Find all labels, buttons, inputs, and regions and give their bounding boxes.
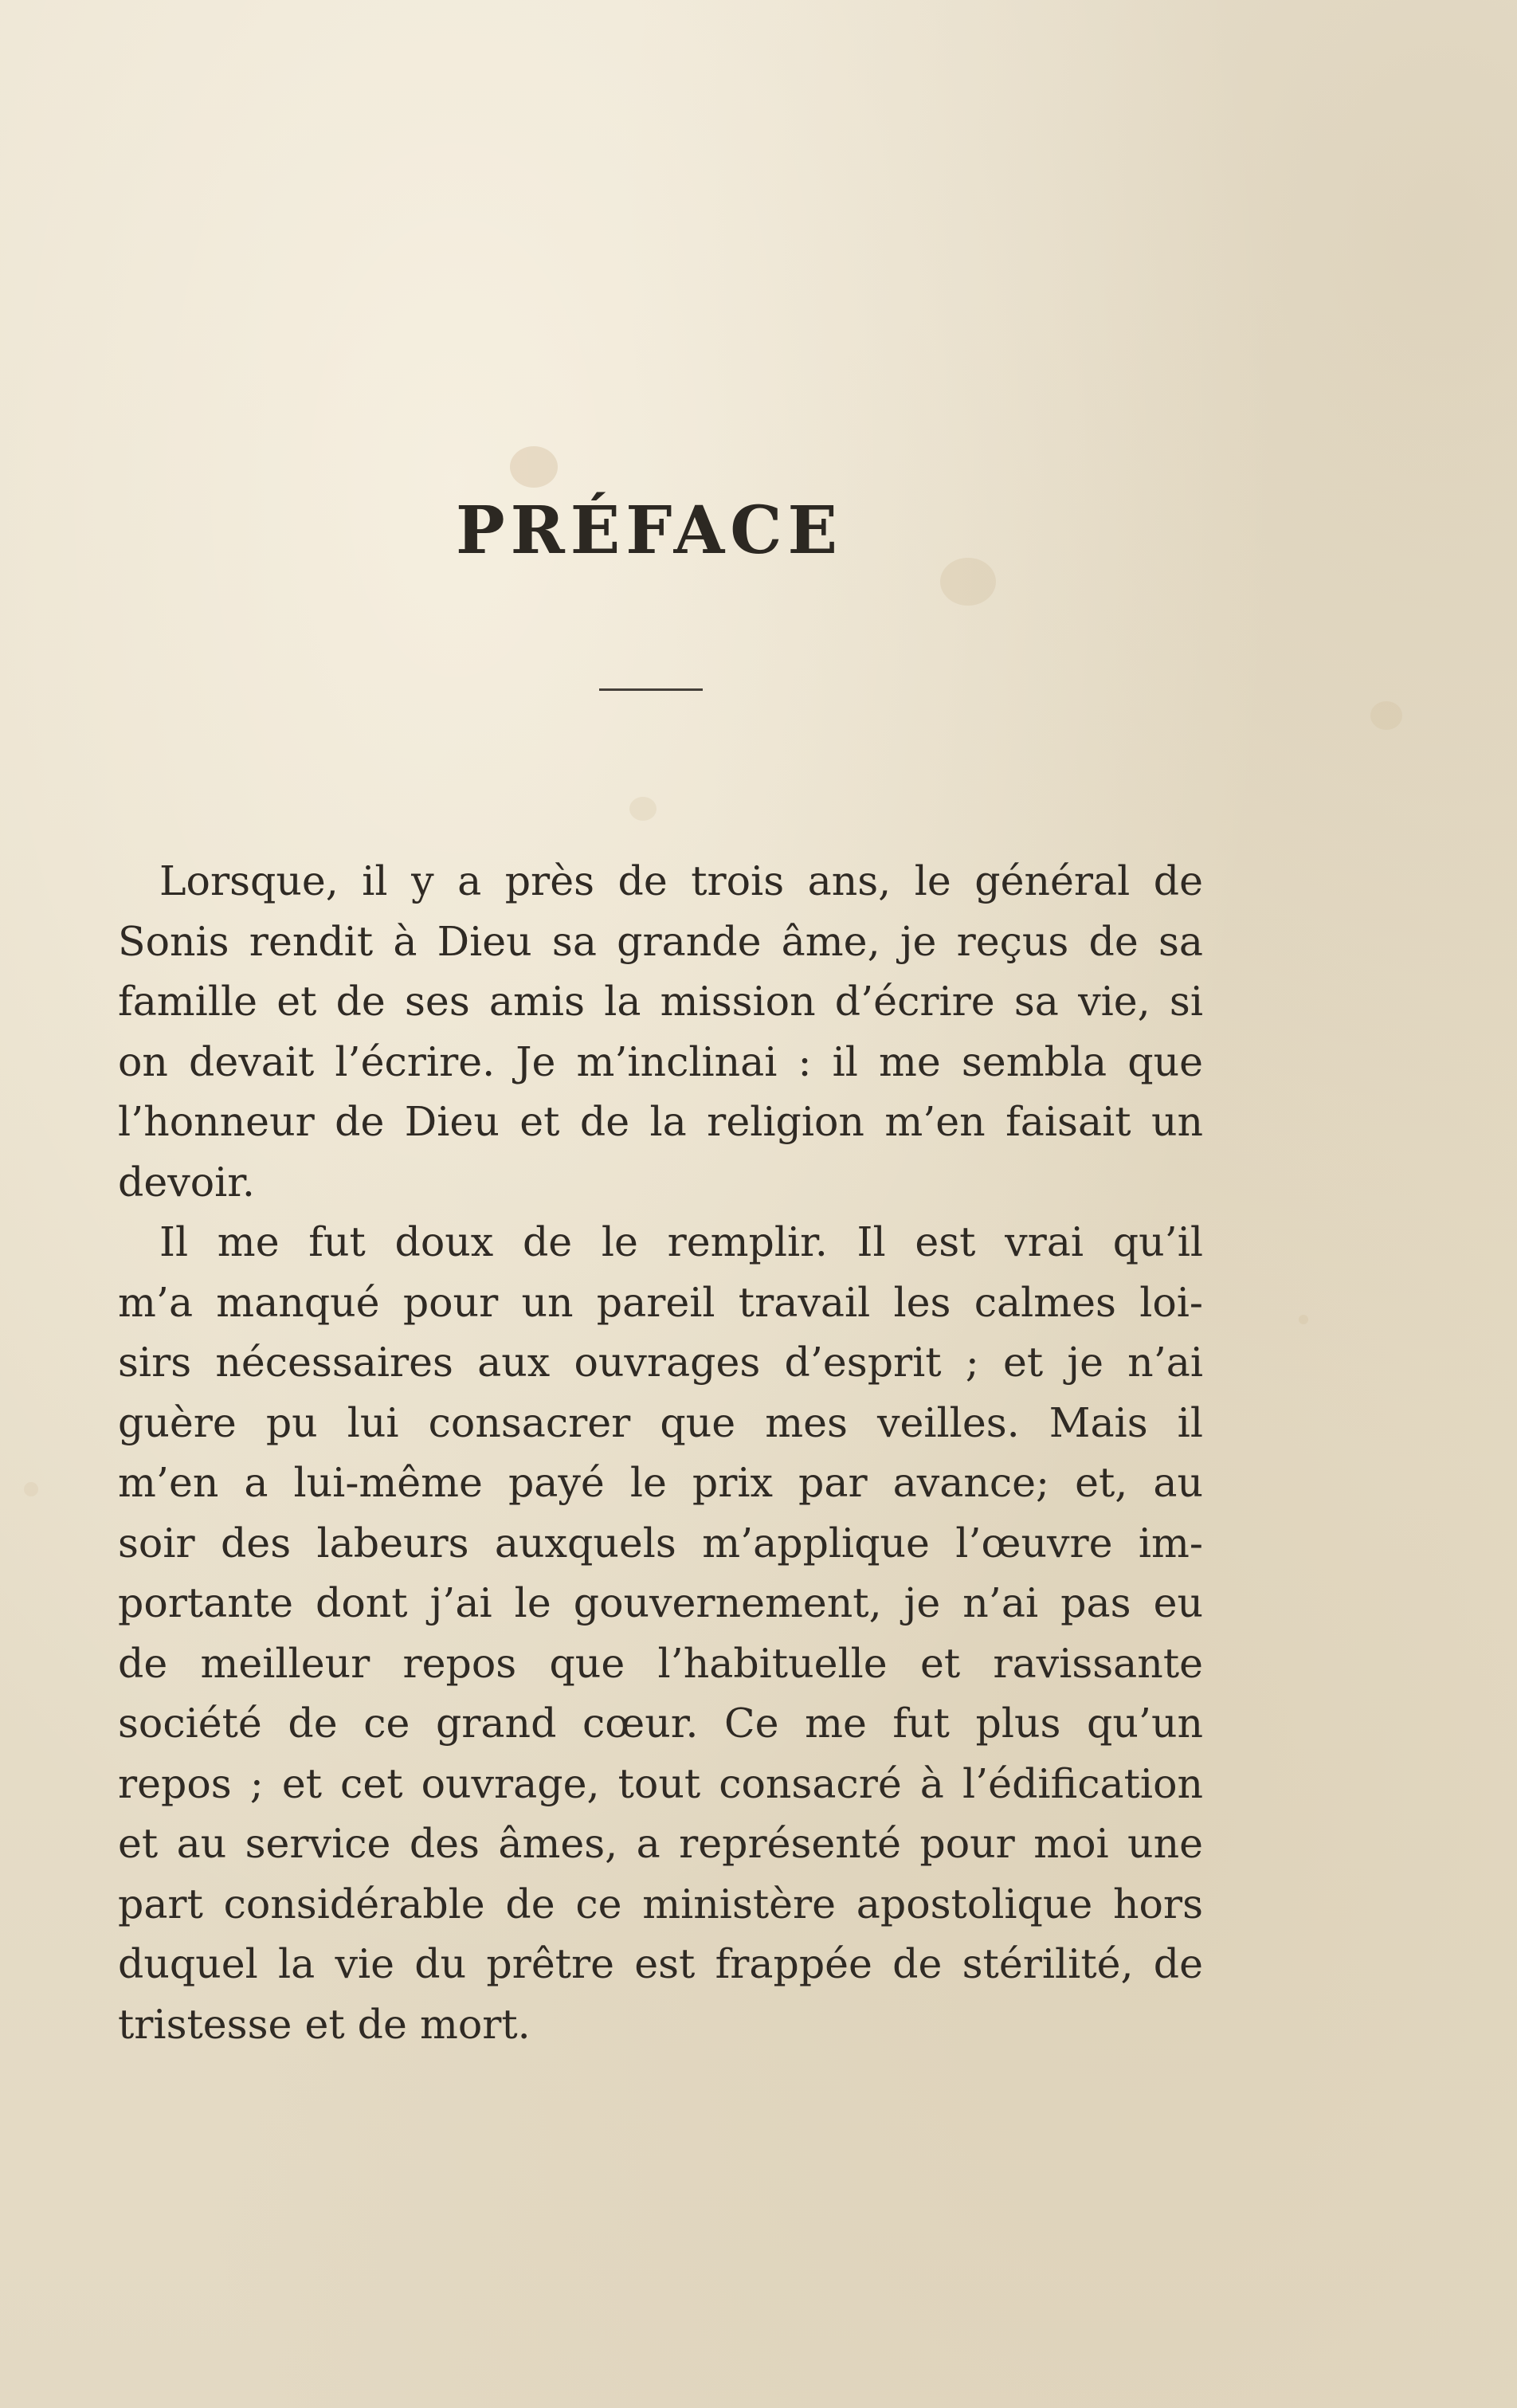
text-line: repos ; et cet ouvrage, tout consacré à l’édification — [118, 1759, 1203, 1807]
text-line: part considérable de ce ministère apostolique hors — [118, 1880, 1203, 1928]
text-line: tristesse et de mort. — [118, 2000, 531, 2048]
text-line: m’a manqué pour un pareil travail les calmes loi- — [118, 1278, 1203, 1326]
page-title: PRÉFACE — [455, 492, 844, 569]
paper-stain — [1370, 701, 1402, 730]
paper-stain — [24, 1482, 38, 1496]
paper-stain — [1299, 1315, 1308, 1324]
text-line: m’en a lui-même payé le prix par avance; et, au — [118, 1459, 1203, 1506]
text-line: portante dont j’ai le gouvernement, je n’ai pas eu — [118, 1579, 1203, 1626]
text-line: sirs nécessaires aux ouvrages d’esprit ; et je n’ai — [118, 1339, 1203, 1386]
paper-stain — [510, 446, 558, 488]
text-line: l’honneur de Dieu et de la religion m’en faisait un — [118, 1098, 1203, 1145]
title-divider — [599, 688, 703, 691]
text-line: devoir. — [118, 1158, 255, 1206]
text-line: Il me fut doux de le remplir. Il est vrai qu’il — [159, 1218, 1203, 1265]
text-line: de meilleur repos que l’habituelle et ravissante — [118, 1639, 1203, 1687]
text-line: guère pu lui consacrer que mes veilles. Mais il — [118, 1398, 1203, 1446]
text-line: société de ce grand cœur. Ce me fut plus qu’un — [118, 1700, 1203, 1747]
text-line: Lorsque, il y a près de trois ans, le général de — [159, 857, 1203, 904]
text-line: soir des labeurs auxquels m’applique l’œuvre im- — [118, 1519, 1203, 1567]
text-line: famille et de ses amis la mission d’écrire sa vie, si — [118, 978, 1203, 1025]
paper-stain — [629, 797, 657, 821]
text-line: on devait l’écrire. Je m’inclinai : il me sembla que — [118, 1037, 1203, 1085]
text-line: et au service des âmes, a représenté pour moi une — [118, 1820, 1203, 1867]
preface-body — [118, 851, 1203, 2054]
text-line: Sonis rendit à Dieu sa grande âme, je reçus de sa — [118, 917, 1203, 965]
text-line: duquel la vie du prêtre est frappée de stérilité, de — [118, 1940, 1203, 1987]
